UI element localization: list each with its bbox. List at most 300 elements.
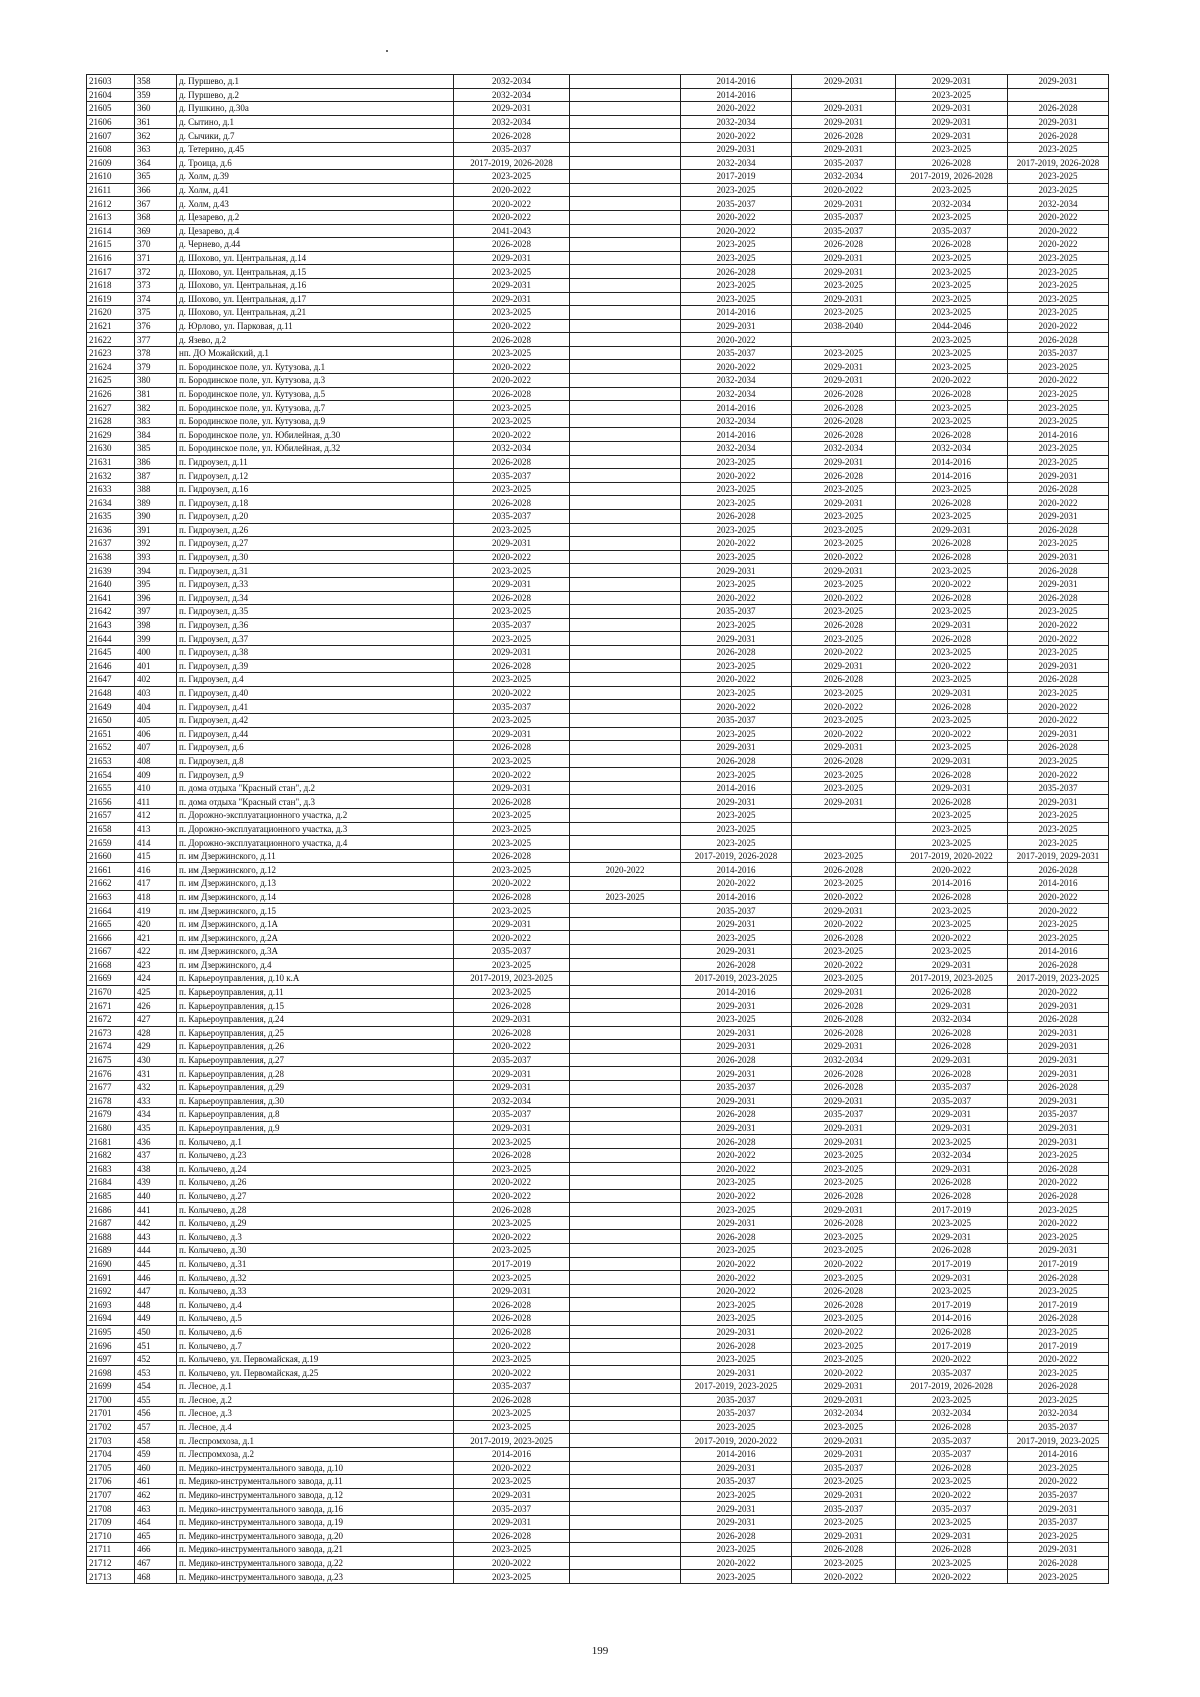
cell-row-number: 21708 bbox=[87, 1502, 135, 1516]
cell-period-col-2 bbox=[570, 1393, 681, 1407]
cell-period-col-1: 2023-2025 bbox=[454, 1570, 570, 1584]
cell-period-col-6: 2029-2031 bbox=[1008, 659, 1109, 673]
cell-period-col-4: 2029-2031 bbox=[792, 251, 896, 265]
cell-period-col-3: 2029-2031 bbox=[681, 1461, 792, 1475]
cell-row-number: 21645 bbox=[87, 645, 135, 659]
table-row bbox=[87, 292, 1109, 306]
cell-period-col-2: 2020-2022 bbox=[570, 863, 681, 877]
cell-item-number: 386 bbox=[135, 455, 177, 469]
cell-item-number: 382 bbox=[135, 401, 177, 415]
cell-period-col-5: 2017-2019, 2026-2028 bbox=[896, 170, 1008, 184]
cell-row-number: 21620 bbox=[87, 306, 135, 320]
cell-period-col-2 bbox=[570, 1108, 681, 1122]
cell-period-col-3: 2026-2028 bbox=[681, 510, 792, 524]
cell-period-col-6: 2020-2022 bbox=[1008, 224, 1109, 238]
cell-period-col-3: 2029-2031 bbox=[681, 741, 792, 755]
table-row bbox=[87, 428, 1109, 442]
cell-period-col-1: 2023-2025 bbox=[454, 482, 570, 496]
cell-period-col-6: 2020-2022 bbox=[1008, 985, 1109, 999]
table-row bbox=[87, 958, 1109, 972]
cell-period-col-2 bbox=[570, 387, 681, 401]
cell-period-col-1: 2023-2025 bbox=[454, 836, 570, 850]
cell-period-col-3: 2023-2025 bbox=[681, 822, 792, 836]
cell-period-col-3: 2020-2022 bbox=[681, 1189, 792, 1203]
cell-period-col-4: 2026-2028 bbox=[792, 1012, 896, 1026]
cell-period-col-6: 2026-2028 bbox=[1008, 1380, 1109, 1394]
cell-period-col-2 bbox=[570, 591, 681, 605]
cell-period-col-6: 2017-2019, 2023-2025 bbox=[1008, 1434, 1109, 1448]
cell-period-col-6: 2026-2028 bbox=[1008, 102, 1109, 116]
cell-period-col-2 bbox=[570, 1230, 681, 1244]
cell-period-col-4: 2029-2031 bbox=[792, 265, 896, 279]
cell-period-col-1: 2020-2022 bbox=[454, 183, 570, 197]
cell-row-number: 21643 bbox=[87, 618, 135, 632]
cell-item-number: 385 bbox=[135, 442, 177, 456]
cell-period-col-3: 2029-2031 bbox=[681, 1040, 792, 1054]
cell-period-col-4: 2023-2025 bbox=[792, 1271, 896, 1285]
cell-address: п. Колычево, ул. Первомайская, д.19 bbox=[177, 1352, 454, 1366]
cell-period-col-6: 2023-2025 bbox=[1008, 278, 1109, 292]
cell-period-col-3: 2023-2025 bbox=[681, 1420, 792, 1434]
table-row bbox=[87, 1080, 1109, 1094]
cell-period-col-1: 2029-2031 bbox=[454, 1012, 570, 1026]
table-row bbox=[87, 618, 1109, 632]
cell-item-number: 433 bbox=[135, 1094, 177, 1108]
table-row bbox=[87, 360, 1109, 374]
table-row bbox=[87, 1420, 1109, 1434]
cell-period-col-3: 2023-2025 bbox=[681, 496, 792, 510]
table-row bbox=[87, 142, 1109, 156]
cell-period-col-1: 2020-2022 bbox=[454, 1556, 570, 1570]
cell-address: п. Лесное, д.1 bbox=[177, 1380, 454, 1394]
cell-row-number: 21713 bbox=[87, 1570, 135, 1584]
cell-row-number: 21662 bbox=[87, 877, 135, 891]
cell-period-col-6: 2029-2031 bbox=[1008, 1244, 1109, 1258]
cell-period-col-5: 2014-2016 bbox=[896, 1312, 1008, 1326]
cell-period-col-5: 2029-2031 bbox=[896, 1108, 1008, 1122]
cell-address: п. им Дзержинского, д.15 bbox=[177, 904, 454, 918]
table-row bbox=[87, 781, 1109, 795]
cell-row-number: 21628 bbox=[87, 414, 135, 428]
cell-period-col-3: 2023-2025 bbox=[681, 550, 792, 564]
cell-item-number: 401 bbox=[135, 659, 177, 673]
cell-period-col-2 bbox=[570, 1339, 681, 1353]
cell-item-number: 443 bbox=[135, 1230, 177, 1244]
cell-period-col-3: 2029-2031 bbox=[681, 142, 792, 156]
cell-period-col-5: 2020-2022 bbox=[896, 659, 1008, 673]
cell-period-col-1: 2017-2019, 2023-2025 bbox=[454, 972, 570, 986]
cell-period-col-4: 2029-2031 bbox=[792, 360, 896, 374]
table-row bbox=[87, 917, 1109, 931]
table-row bbox=[87, 877, 1109, 891]
cell-period-col-3: 2023-2025 bbox=[681, 523, 792, 537]
cell-address: п. дома отдыха "Красный стан", д.3 bbox=[177, 795, 454, 809]
table-row bbox=[87, 1312, 1109, 1326]
cell-period-col-2 bbox=[570, 1257, 681, 1271]
cell-period-col-4: 2029-2031 bbox=[792, 197, 896, 211]
cell-row-number: 21682 bbox=[87, 1148, 135, 1162]
cell-address: п. Медико-инструментального завода, д.23 bbox=[177, 1570, 454, 1584]
cell-period-col-6: 2023-2025 bbox=[1008, 265, 1109, 279]
cell-row-number: 21677 bbox=[87, 1080, 135, 1094]
table-row bbox=[87, 768, 1109, 782]
cell-period-col-2 bbox=[570, 306, 681, 320]
cell-row-number: 21710 bbox=[87, 1529, 135, 1543]
table-row bbox=[87, 863, 1109, 877]
cell-period-col-3: 2035-2037 bbox=[681, 1407, 792, 1421]
cell-row-number: 21634 bbox=[87, 496, 135, 510]
cell-row-number: 21705 bbox=[87, 1461, 135, 1475]
cell-address: п. Гидроузел, д.42 bbox=[177, 713, 454, 727]
cell-period-col-5: 2026-2028 bbox=[896, 700, 1008, 714]
cell-item-number: 397 bbox=[135, 605, 177, 619]
cell-period-col-3: 2032-2034 bbox=[681, 387, 792, 401]
cell-address: п. Гидроузел, д.20 bbox=[177, 510, 454, 524]
cell-period-col-6: 2020-2022 bbox=[1008, 210, 1109, 224]
cell-address: п. им Дзержинского, д.3А bbox=[177, 945, 454, 959]
cell-item-number: 409 bbox=[135, 768, 177, 782]
cell-item-number: 379 bbox=[135, 360, 177, 374]
cell-item-number: 435 bbox=[135, 1121, 177, 1135]
cell-period-col-4: 2026-2028 bbox=[792, 238, 896, 252]
cell-period-col-1: 2026-2028 bbox=[454, 333, 570, 347]
cell-item-number: 399 bbox=[135, 632, 177, 646]
cell-item-number: 419 bbox=[135, 904, 177, 918]
cell-item-number: 441 bbox=[135, 1203, 177, 1217]
cell-period-col-1: 2023-2025 bbox=[454, 346, 570, 360]
table-row bbox=[87, 1515, 1109, 1529]
cell-period-col-3: 2020-2022 bbox=[681, 537, 792, 551]
cell-row-number: 21639 bbox=[87, 564, 135, 578]
cell-period-col-4: 2026-2028 bbox=[792, 1543, 896, 1557]
cell-address: п. Гидроузел, д.38 bbox=[177, 645, 454, 659]
cell-address: п. Гидроузел, д.33 bbox=[177, 577, 454, 591]
cell-row-number: 21688 bbox=[87, 1230, 135, 1244]
cell-period-col-1: 2023-2025 bbox=[454, 170, 570, 184]
cell-period-col-3: 2023-2025 bbox=[681, 931, 792, 945]
cell-item-number: 465 bbox=[135, 1529, 177, 1543]
cell-period-col-6: 2026-2028 bbox=[1008, 333, 1109, 347]
cell-period-col-1: 2017-2019 bbox=[454, 1257, 570, 1271]
cell-period-col-5: 2023-2025 bbox=[896, 1515, 1008, 1529]
table-row bbox=[87, 333, 1109, 347]
cell-period-col-4: 2035-2037 bbox=[792, 224, 896, 238]
table-row bbox=[87, 442, 1109, 456]
cell-item-number: 426 bbox=[135, 999, 177, 1013]
cell-row-number: 21712 bbox=[87, 1556, 135, 1570]
cell-period-col-1: 2029-2031 bbox=[454, 292, 570, 306]
cell-period-col-1: 2026-2028 bbox=[454, 1203, 570, 1217]
cell-period-col-2 bbox=[570, 999, 681, 1013]
table-row bbox=[87, 1475, 1109, 1489]
cell-row-number: 21610 bbox=[87, 170, 135, 184]
cell-period-col-1: 2020-2022 bbox=[454, 1366, 570, 1380]
cell-period-col-1: 2023-2025 bbox=[454, 985, 570, 999]
cell-period-col-1: 2023-2025 bbox=[454, 605, 570, 619]
cell-period-col-2 bbox=[570, 564, 681, 578]
table-row bbox=[87, 224, 1109, 238]
cell-period-col-5: 2029-2031 bbox=[896, 1121, 1008, 1135]
cell-period-col-6: 2029-2031 bbox=[1008, 727, 1109, 741]
cell-address: д. Холм, д.41 bbox=[177, 183, 454, 197]
cell-item-number: 424 bbox=[135, 972, 177, 986]
cell-row-number: 21681 bbox=[87, 1135, 135, 1149]
table-row bbox=[87, 1203, 1109, 1217]
cell-period-col-4: 2029-2031 bbox=[792, 1434, 896, 1448]
cell-item-number: 456 bbox=[135, 1407, 177, 1421]
cell-period-col-5: 2029-2031 bbox=[896, 1529, 1008, 1543]
cell-item-number: 394 bbox=[135, 564, 177, 578]
cell-period-col-3: 2029-2031 bbox=[681, 1067, 792, 1081]
cell-period-col-1: 2026-2028 bbox=[454, 387, 570, 401]
cell-period-col-5: 2032-2034 bbox=[896, 1148, 1008, 1162]
cell-period-col-3: 2020-2022 bbox=[681, 877, 792, 891]
cell-period-col-5: 2023-2025 bbox=[896, 741, 1008, 755]
table-row bbox=[87, 1488, 1109, 1502]
cell-item-number: 458 bbox=[135, 1434, 177, 1448]
cell-period-col-5: 2023-2025 bbox=[896, 645, 1008, 659]
cell-period-col-2 bbox=[570, 904, 681, 918]
cell-period-col-4: 2026-2028 bbox=[792, 673, 896, 687]
cell-period-col-3: 2020-2022 bbox=[681, 700, 792, 714]
cell-period-col-6: 2029-2031 bbox=[1008, 1026, 1109, 1040]
cell-period-col-2 bbox=[570, 713, 681, 727]
cell-item-number: 388 bbox=[135, 482, 177, 496]
cell-period-col-2 bbox=[570, 605, 681, 619]
cell-address: п. Гидроузел, д.9 bbox=[177, 768, 454, 782]
cell-period-col-5: 2026-2028 bbox=[896, 1189, 1008, 1203]
cell-period-col-5: 2023-2025 bbox=[896, 265, 1008, 279]
table-row bbox=[87, 1135, 1109, 1149]
cell-period-col-3: 2026-2028 bbox=[681, 1053, 792, 1067]
cell-period-col-2 bbox=[570, 1461, 681, 1475]
cell-item-number: 439 bbox=[135, 1176, 177, 1190]
table-row bbox=[87, 1325, 1109, 1339]
cell-period-col-6: 2029-2031 bbox=[1008, 510, 1109, 524]
cell-period-col-6: 2023-2025 bbox=[1008, 917, 1109, 931]
cell-address: п. Дорожно-эксплуатационного участка, д.3 bbox=[177, 822, 454, 836]
cell-address: п. Гидроузел, д.30 bbox=[177, 550, 454, 564]
cell-period-col-1: 2023-2025 bbox=[454, 822, 570, 836]
table-row bbox=[87, 1053, 1109, 1067]
cell-period-col-2 bbox=[570, 550, 681, 564]
cell-period-col-5: 2026-2028 bbox=[896, 156, 1008, 170]
cell-item-number: 444 bbox=[135, 1244, 177, 1258]
cell-period-col-2 bbox=[570, 1244, 681, 1258]
cell-item-number: 468 bbox=[135, 1570, 177, 1584]
cell-period-col-5: 2032-2034 bbox=[896, 1407, 1008, 1421]
cell-item-number: 359 bbox=[135, 88, 177, 102]
cell-period-col-2 bbox=[570, 238, 681, 252]
cell-period-col-6: 2023-2025 bbox=[1008, 442, 1109, 456]
cell-item-number: 413 bbox=[135, 822, 177, 836]
cell-row-number: 21707 bbox=[87, 1488, 135, 1502]
table-row bbox=[87, 1040, 1109, 1054]
cell-period-col-1: 2023-2025 bbox=[454, 863, 570, 877]
cell-period-col-5: 2023-2025 bbox=[896, 673, 1008, 687]
cell-period-col-5: 2017-2019, 2023-2025 bbox=[896, 972, 1008, 986]
cell-period-col-6: 2023-2025 bbox=[1008, 822, 1109, 836]
cell-period-col-6: 2020-2022 bbox=[1008, 904, 1109, 918]
cell-row-number: 21667 bbox=[87, 945, 135, 959]
cell-period-col-3: 2014-2016 bbox=[681, 306, 792, 320]
cell-period-col-4: 2029-2031 bbox=[792, 496, 896, 510]
cell-period-col-5: 2026-2028 bbox=[896, 1325, 1008, 1339]
cell-period-col-5: 2023-2025 bbox=[896, 360, 1008, 374]
cell-period-col-6: 2023-2025 bbox=[1008, 686, 1109, 700]
cell-period-col-1: 2029-2031 bbox=[454, 1284, 570, 1298]
cell-address: п. Карьероуправления, д.26 bbox=[177, 1040, 454, 1054]
table-row bbox=[87, 727, 1109, 741]
cell-item-number: 459 bbox=[135, 1447, 177, 1461]
cell-period-col-1: 2041-2043 bbox=[454, 224, 570, 238]
cell-address: д. Шохово, ул. Центральная, д.21 bbox=[177, 306, 454, 320]
cell-period-col-5: 2023-2025 bbox=[896, 1556, 1008, 1570]
cell-period-col-3: 2035-2037 bbox=[681, 197, 792, 211]
table-row bbox=[87, 238, 1109, 252]
cell-period-col-5: 2014-2016 bbox=[896, 455, 1008, 469]
cell-period-col-1: 2029-2031 bbox=[454, 278, 570, 292]
cell-period-col-1: 2023-2025 bbox=[454, 1352, 570, 1366]
cell-period-col-3: 2032-2034 bbox=[681, 115, 792, 129]
cell-address: п. Колычево, д.32 bbox=[177, 1271, 454, 1285]
cell-period-col-5: 2023-2025 bbox=[896, 822, 1008, 836]
cell-item-number: 425 bbox=[135, 985, 177, 999]
cell-period-col-6: 2029-2031 bbox=[1008, 999, 1109, 1013]
cell-period-col-4: 2029-2031 bbox=[792, 741, 896, 755]
cell-period-col-1: 2032-2034 bbox=[454, 1094, 570, 1108]
table-row bbox=[87, 374, 1109, 388]
cell-item-number: 363 bbox=[135, 142, 177, 156]
cell-item-number: 418 bbox=[135, 890, 177, 904]
cell-period-col-5: 2032-2034 bbox=[896, 1012, 1008, 1026]
cell-period-col-2 bbox=[570, 129, 681, 143]
cell-period-col-4: 2026-2028 bbox=[792, 1298, 896, 1312]
cell-period-col-1: 2029-2031 bbox=[454, 1488, 570, 1502]
cell-period-col-1: 2020-2022 bbox=[454, 1461, 570, 1475]
cell-item-number: 362 bbox=[135, 129, 177, 143]
cell-period-col-6: 2023-2025 bbox=[1008, 1284, 1109, 1298]
cell-address: п. Колычево, ул. Первомайская, д.25 bbox=[177, 1366, 454, 1380]
cell-period-col-5: 2023-2025 bbox=[896, 564, 1008, 578]
cell-row-number: 21661 bbox=[87, 863, 135, 877]
cell-period-col-1: 2023-2025 bbox=[454, 632, 570, 646]
cell-period-col-1: 2029-2031 bbox=[454, 1121, 570, 1135]
cell-period-col-5: 2020-2022 bbox=[896, 1488, 1008, 1502]
cell-row-number: 21676 bbox=[87, 1067, 135, 1081]
cell-period-col-1: 2029-2031 bbox=[454, 577, 570, 591]
cell-period-col-3: 2023-2025 bbox=[681, 577, 792, 591]
cell-period-col-5: 2029-2031 bbox=[896, 958, 1008, 972]
cell-period-col-6: 2014-2016 bbox=[1008, 945, 1109, 959]
cell-row-number: 21641 bbox=[87, 591, 135, 605]
table-row bbox=[87, 1352, 1109, 1366]
cell-period-col-2 bbox=[570, 1094, 681, 1108]
cell-period-col-5: 2023-2025 bbox=[896, 333, 1008, 347]
cell-item-number: 389 bbox=[135, 496, 177, 510]
table-row bbox=[87, 1284, 1109, 1298]
cell-period-col-2 bbox=[570, 197, 681, 211]
cell-period-col-6: 2026-2028 bbox=[1008, 1189, 1109, 1203]
cell-period-col-6: 2035-2037 bbox=[1008, 1420, 1109, 1434]
cell-period-col-4: 2023-2025 bbox=[792, 877, 896, 891]
cell-item-number: 377 bbox=[135, 333, 177, 347]
cell-period-col-1: 2029-2031 bbox=[454, 781, 570, 795]
cell-address: п. Лесное, д.3 bbox=[177, 1407, 454, 1421]
cell-period-col-3: 2020-2022 bbox=[681, 1556, 792, 1570]
cell-period-col-1: 2035-2037 bbox=[454, 510, 570, 524]
cell-period-col-6: 2023-2025 bbox=[1008, 809, 1109, 823]
cell-period-col-5: 2017-2019 bbox=[896, 1203, 1008, 1217]
cell-period-col-1: 2023-2025 bbox=[454, 1244, 570, 1258]
cell-address: д. Шохово, ул. Центральная, д.14 bbox=[177, 251, 454, 265]
cell-address: п. Леспромхоза, д.1 bbox=[177, 1434, 454, 1448]
cell-period-col-1: 2023-2025 bbox=[454, 401, 570, 415]
cell-period-col-6: 2023-2025 bbox=[1008, 360, 1109, 374]
cell-period-col-6: 2023-2025 bbox=[1008, 1461, 1109, 1475]
cell-row-number: 21689 bbox=[87, 1244, 135, 1258]
cell-period-col-4: 2023-2025 bbox=[792, 713, 896, 727]
cell-address: нп. ДО Можайский, д.1 bbox=[177, 346, 454, 360]
table-row bbox=[87, 482, 1109, 496]
cell-item-number: 438 bbox=[135, 1162, 177, 1176]
cell-address: п. Гидроузел, д.34 bbox=[177, 591, 454, 605]
cell-period-col-4: 2023-2025 bbox=[792, 605, 896, 619]
cell-item-number: 393 bbox=[135, 550, 177, 564]
cell-period-col-5: 2035-2037 bbox=[896, 1502, 1008, 1516]
cell-period-col-5: 2023-2025 bbox=[896, 414, 1008, 428]
cell-period-col-3: 2026-2028 bbox=[681, 1339, 792, 1353]
table-row bbox=[87, 401, 1109, 415]
cell-period-col-4: 2029-2031 bbox=[792, 102, 896, 116]
cell-period-col-3: 2026-2028 bbox=[681, 1230, 792, 1244]
cell-period-col-2 bbox=[570, 985, 681, 999]
cell-period-col-5: 2026-2028 bbox=[896, 1040, 1008, 1054]
cell-period-col-5: 2026-2028 bbox=[896, 985, 1008, 999]
cell-period-col-1: 2026-2028 bbox=[454, 1529, 570, 1543]
cell-period-col-2 bbox=[570, 1189, 681, 1203]
cell-row-number: 21654 bbox=[87, 768, 135, 782]
cell-period-col-4: 2023-2025 bbox=[792, 523, 896, 537]
cell-period-col-1: 2026-2028 bbox=[454, 659, 570, 673]
cell-item-number: 412 bbox=[135, 809, 177, 823]
cell-period-col-1: 2020-2022 bbox=[454, 1230, 570, 1244]
cell-period-col-6: 2035-2037 bbox=[1008, 346, 1109, 360]
cell-period-col-5: 2035-2037 bbox=[896, 1080, 1008, 1094]
cell-address: п. Карьероуправления, д.28 bbox=[177, 1067, 454, 1081]
cell-period-col-2 bbox=[570, 659, 681, 673]
cell-period-col-5: 2023-2025 bbox=[896, 1475, 1008, 1489]
cell-period-col-6: 2035-2037 bbox=[1008, 1515, 1109, 1529]
cell-period-col-5: 2020-2022 bbox=[896, 374, 1008, 388]
cell-period-col-3: 2026-2028 bbox=[681, 958, 792, 972]
cell-period-col-5: 2044-2046 bbox=[896, 319, 1008, 333]
cell-address: д. Шохово, ул. Центральная, д.17 bbox=[177, 292, 454, 306]
cell-period-col-3: 2029-2031 bbox=[681, 1515, 792, 1529]
table-row bbox=[87, 809, 1109, 823]
cell-row-number: 21678 bbox=[87, 1094, 135, 1108]
cell-period-col-5: 2023-2025 bbox=[896, 142, 1008, 156]
table-row bbox=[87, 319, 1109, 333]
cell-period-col-4: 2029-2031 bbox=[792, 455, 896, 469]
cell-address: п. Лесное, д.4 bbox=[177, 1420, 454, 1434]
cell-period-col-5: 2023-2025 bbox=[896, 1284, 1008, 1298]
cell-period-col-6: 2020-2022 bbox=[1008, 319, 1109, 333]
cell-item-number: 408 bbox=[135, 754, 177, 768]
cell-item-number: 463 bbox=[135, 1502, 177, 1516]
cell-period-col-5: 2035-2037 bbox=[896, 1447, 1008, 1461]
cell-period-col-2 bbox=[570, 537, 681, 551]
